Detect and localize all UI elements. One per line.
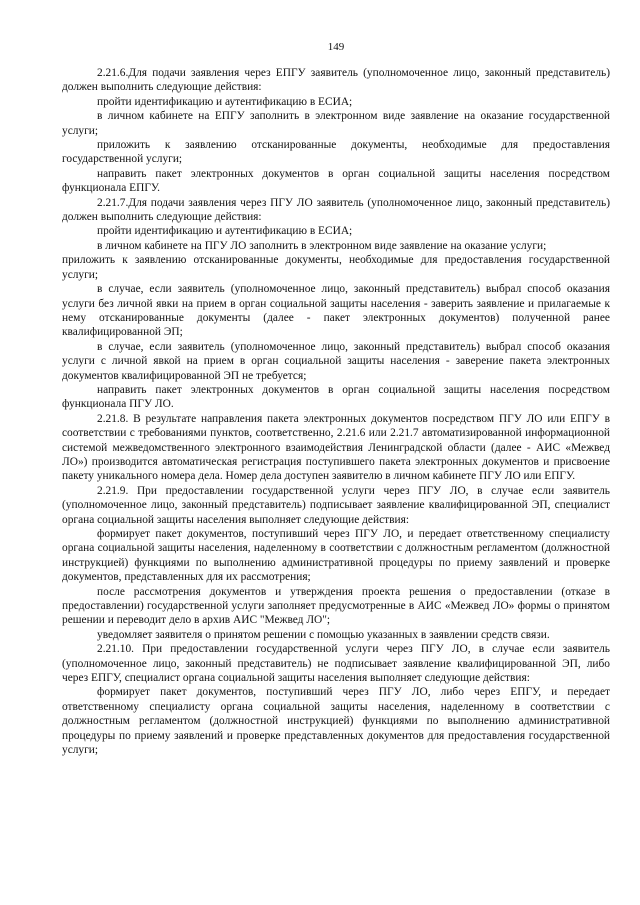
- paragraph: 2.21.6.Для подачи заявления через ЕПГУ заявитель (уполномоченное лицо, законный представитель) должен выполнить следующие действия:: [62, 67, 610, 94]
- paragraph: после рассмотрения документов и утверждения проекта решения о предоставлении (отказе в предоставлении) государственной услуги заполняет предусмотренные в АИС «Межвед ЛО» формы о принятом решении и переводит дело в архив АИС "Межвед ЛО";: [62, 585, 610, 627]
- paragraph: 2.21.9. При предоставлении государственной услуги через ПГУ ЛО, в случае если заявитель (уполномоченное лицо, законный представитель) подписывает заявление квалифицированной ЭП, специалист органа социальной защиты населения выполняет следующие действия:: [62, 484, 610, 526]
- paragraph: 2.21.8. В результате направления пакета электронных документов посредством ПГУ ЛО или ЕПГУ в соответствии с требованиями пунктов, соответственно, 2.21.6 или 2.21.7 автоматизированной информационной системой межведомственного электронного взаимодействия Ленинградской области (далее - АИС «Межвед ЛО») производится автоматическая регистрация поступившего пакета электронных документов и присвоение пакету уникального номера дела. Номер дела доступен заявителю в личном кабинете ПГУ ЛО или ЕПГУ.: [62, 412, 610, 483]
- page-number: 149: [327, 41, 345, 53]
- paragraph: пройти идентификацию и аутентификацию в ЕСИА;: [97, 95, 353, 108]
- paragraph: 2.21.10. При предоставлении государственной услуги через ПГУ ЛО, в случае если заявитель (уполномоченное лицо, законный представитель) не подписывает заявление квалифицированной ЭП, либо через ЕПГУ, специалист органа социальной защиты населения выполняет следующие действия:: [62, 643, 610, 685]
- paragraph: в личном кабинете на ПГУ ЛО заполнить в электронном виде заявление на оказание услуги;: [97, 239, 547, 252]
- paragraph: приложить к заявлению отсканированные документы, необходимые для предоставления государственной услуги;: [62, 254, 610, 281]
- paragraph: уведомляет заявителя о принятом решении с помощью указанных в заявлении средств связи.: [97, 628, 550, 641]
- paragraph: формирует пакет документов, поступивший через ПГУ ЛО, и передает ответственному специалисту органа социальной защиты населения, наделенному в соответствии с должностным регламентом (должностной инструкцией) функциями по выполнению административной процедуры по приему заявлений и проверке документов, представленных для их рассмотрения;: [62, 528, 610, 584]
- paragraph: в случае, если заявитель (уполномоченное лицо, законный представитель) выбрал способ оказания услуги с личной явкой на прием в орган социальной защиты населения - заверение пакета электронных документов квалифицированной ЭП не требуется;: [62, 340, 610, 382]
- paragraph: пройти идентификацию и аутентификацию в ЕСИА;: [97, 225, 353, 238]
- paragraph: формирует пакет документов, поступивший через ПГУ ЛО, либо через ЕПГУ, и передает ответственному специалисту органа социальной защиты населения, наделенному в соответствии с должностным регламентом (должностной инструкцией) функциями по выполнению административной процедуры по приему заявлений и проверке представленных документов для предоставления государственной услуги;: [62, 686, 610, 757]
- paragraph: направить пакет электронных документов в орган социальной защиты населения посредством функционала ЕПГУ.: [62, 167, 610, 195]
- paragraph: направить пакет электронных документов в орган социальной защиты населения посредством функционала ПГУ ЛО.: [62, 383, 610, 411]
- paragraph: в случае, если заявитель (уполномоченное лицо, законный представитель) выбрал способ оказания услуги без личной явки на прием в орган социальной защиты населения - заверить заявление и прилагаемые к нему отсканированные документы (далее - пакет электронных документов) полученной ранее квалифицированной ЭП;: [62, 283, 610, 339]
- paragraph: 2.21.7.Для подачи заявления через ПГУ ЛО заявитель (уполномоченное лицо, законный представитель) должен выполнить следующие действия:: [62, 196, 610, 224]
- paragraph: приложить к заявлению отсканированные документы, необходимые для предоставления государственной услуги;: [62, 139, 610, 166]
- body-text: [62, 66, 610, 758]
- paragraph: в личном кабинете на ЕПГУ заполнить в электронном виде заявление на оказание государственной услуги;: [62, 110, 610, 137]
